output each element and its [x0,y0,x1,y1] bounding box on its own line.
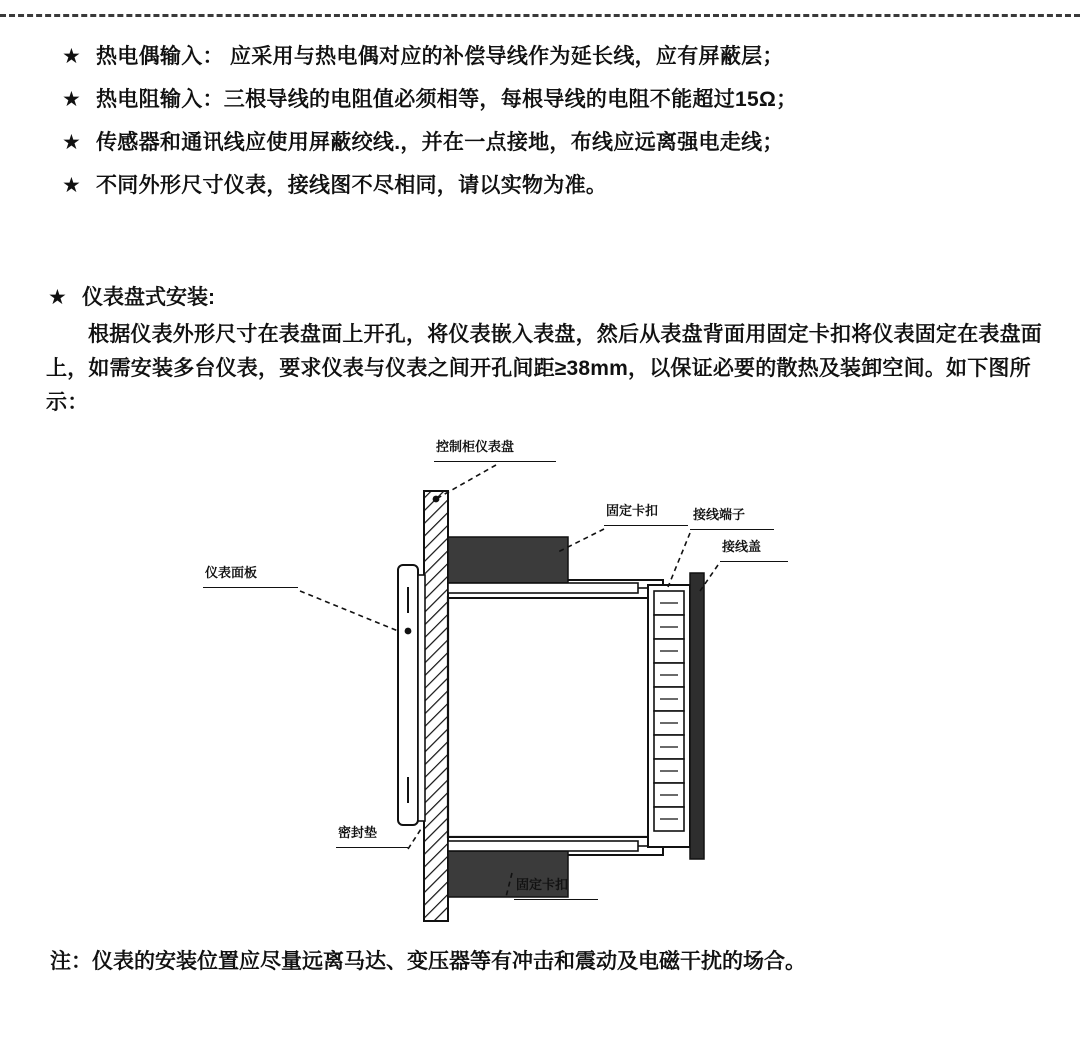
figure-label-underline [434,461,556,462]
list-item [62,171,1052,201]
bullet-list [62,42,1052,214]
footer-note: 注：仪表的安装位置应尽量远离马达、变压器等有冲击和震动及电磁干扰的场合。 [50,950,806,973]
figure-label-underline [604,525,688,526]
star-icon: ★ [62,88,81,111]
list-item-text: 热电偶输入： 应采用与热电偶对应的补偿导线作为延长线，应有屏蔽层； [96,45,784,68]
figure-label-underline [690,529,774,530]
list-item [62,85,1052,115]
figure-label-clip-top: 固定卡扣 [606,503,659,518]
section-heading [48,283,215,313]
list-item [62,128,1052,158]
list-item-text: 传感器和通讯线应使用屏蔽绞线.，并在一点接地，布线应远离强电走线； [96,131,784,154]
figure-label-clip-bottom: 固定卡扣 [516,877,569,892]
figure-label-underline [514,899,598,900]
list-item-text: 不同外形尺寸仪表，接线图不尽相同，请以实物为准。 [96,174,608,197]
installation-diagram-svg [0,425,1080,935]
figure-label-underline [203,587,298,588]
figure-label-meter-face: 仪表面板 [205,565,258,580]
body-paragraph: 根据仪表外形尺寸在表盘面上开孔，将仪表嵌入表盘，然后从表盘背面用固定卡扣将仪表固定在表盘面上，如需安装多台仪表，要求仪表与仪表之间开孔间距≥38mm，以保证必要的散热及装卸空间。如下图所示： [46,323,1042,414]
list-item-text: 热电阻输入：三根导线的电阻值必须相等，每根导线的电阻不能超过15Ω； [96,88,798,111]
figure-label-terminal: 接线端子 [693,507,746,522]
star-icon: ★ [62,131,81,154]
section-heading-label: 仪表盘式安装: [82,286,215,309]
installation-diagram [0,425,1080,935]
star-icon: ★ [62,174,81,197]
figure-label-panel-board: 控制柜仪表盘 [436,439,515,454]
figure-label-wiring-cover: 接线盖 [722,539,762,554]
list-item [62,42,1052,72]
top-dashed-divider [0,14,1080,17]
figure-label-gasket: 密封垫 [338,825,378,840]
star-icon: ★ [48,286,67,309]
figure-label-underline [336,847,408,848]
star-icon: ★ [62,45,81,68]
figure-label-underline [720,561,788,562]
